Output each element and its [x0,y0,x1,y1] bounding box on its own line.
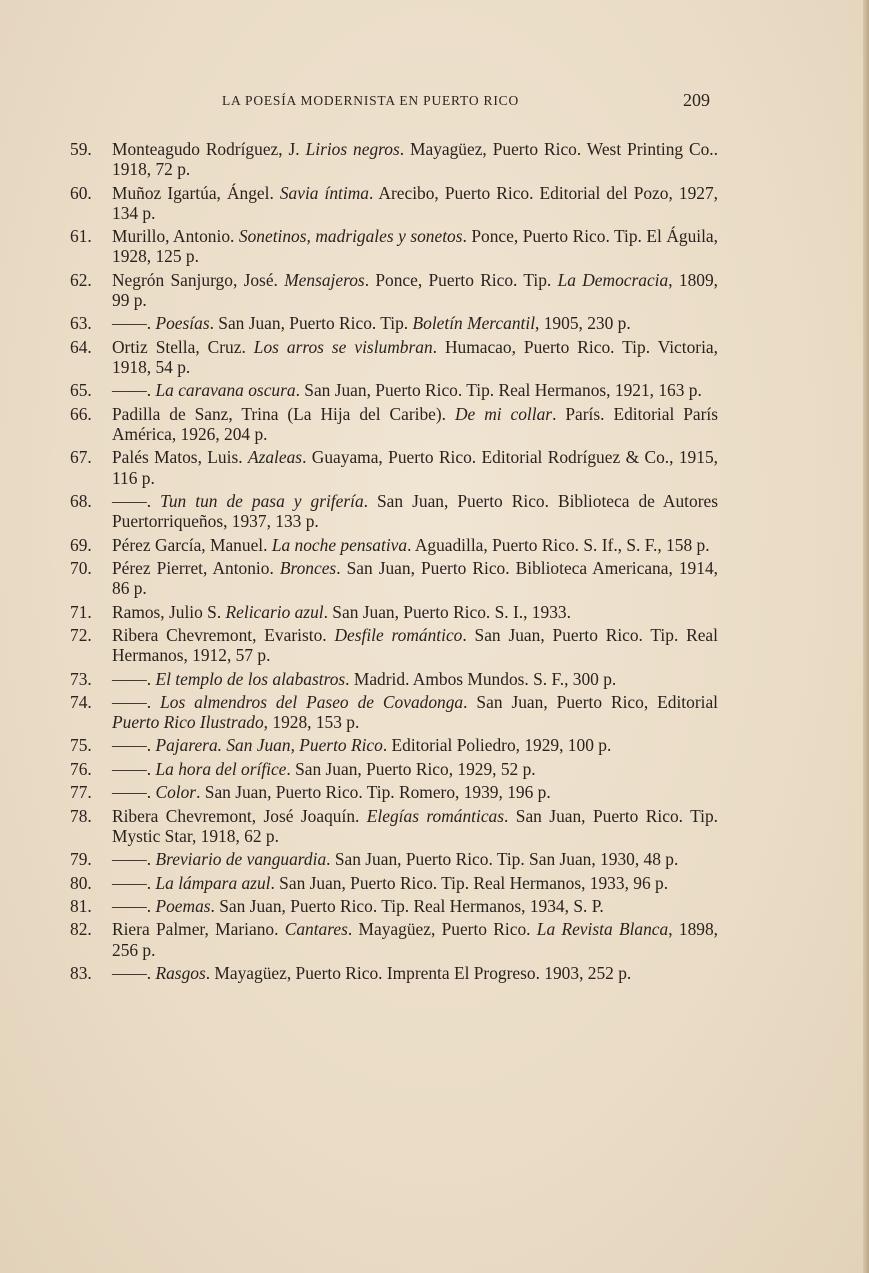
entry-author: Ribera Chevremont, José Joaquín. [112,805,367,826]
entry-imprint: . San Juan, Puerto Rico. Tip. Real Hermanos, 1921, 163 p. [295,380,702,401]
entry-title: Savia íntima [279,182,369,203]
entry-author: ——. [112,380,156,401]
entry-author: ——. [112,735,156,756]
entry-imprint: . Humacao, Puerto Rico. Tip. Victoria, 1918, 54 p. [112,336,718,377]
bibliography-entry [0,337,718,377]
entry-title: Relicario azul [225,601,324,622]
entry-author: Riera Palmer, Mariano. [112,919,285,940]
bibliography-entry [0,602,718,622]
entry-title: Pajarera. San Juan, Puerto Rico [155,735,383,756]
entry-number: 62. [70,269,92,290]
bibliography-entry [0,226,718,266]
entry-title: El templo de los alabastros [155,668,346,689]
entry-imprint: . Guayama, Puerto Rico. Editorial Rodríguez & Co., 1915, 116 p. [112,447,718,488]
entry-imprint: . San Juan, Puerto Rico. Tip. San Juan, 1930, 48 p. [326,849,679,870]
entry-number: 80. [70,872,92,893]
bibliography-entry [0,806,718,846]
entry-imprint: . Mayagüez, Puerto Rico. [347,919,537,940]
entry-imprint: . Madrid. Ambos Mundos. S. F., 300 p. [345,668,617,689]
entry-publisher-title: Puerto Rico Ilustrado [112,712,264,733]
entry-imprint-rest: , 1928, 153 p. [263,712,360,733]
entry-number: 59. [70,139,92,159]
entry-number: 81. [70,896,92,917]
bibliography-entry [0,491,718,531]
bibliography-entry [0,873,718,893]
entry-author: Pérez Pierret, Antonio. [112,557,280,578]
entry-publisher-title: La Democracia [557,269,669,290]
bibliography-entry [0,963,718,983]
entry-imprint: . París. Editorial París América, 1926, 204 p. [112,403,719,444]
entry-imprint-rest: , 1809, 99 p. [112,269,718,310]
entry-number: 75. [70,735,92,756]
entry-author: Pérez García, Manuel. [112,534,272,555]
entry-title: Poesías [155,313,210,334]
bibliography-entry [0,849,718,869]
entry-imprint-rest: , 1905, 230 p. [535,313,631,334]
entry-author: ——. [112,872,156,893]
bibliography-entry [0,139,718,179]
entry-title: Breviario de vanguardia [155,849,327,870]
entry-imprint: . San Juan, Puerto Rico. Tip. Romero, 1939, 196 p. [196,782,551,803]
entry-author: ——. [112,849,156,870]
entry-number: 60. [70,182,92,203]
entry-title: Elegías románticas [366,805,505,826]
entry-title: Mensajeros [284,269,365,290]
entry-author: ——. [112,782,156,803]
bibliography-entry [0,625,718,665]
entry-author: Padilla de Sanz, Trina (La Hija del Caribe). [112,403,455,424]
bibliography-entry [0,404,718,444]
entry-imprint: . Mayagüez, Puerto Rico. Imprenta El Progreso. 1903, 252 p. [205,963,632,984]
entry-number: 68. [70,490,92,511]
entry-author: ——. [112,758,156,779]
entry-number: 65. [70,380,92,401]
entry-number: 74. [70,691,92,712]
entry-number: 82. [70,919,92,940]
entry-number: 78. [70,805,92,826]
entry-title: Poemas [155,896,211,917]
bibliography-entry [0,669,718,689]
entry-title: Bronces [279,557,337,578]
bibliography-entry [0,919,718,959]
entry-title: La caravana oscura [155,380,296,401]
entry-title: Tun tun de pasa y grifería [160,490,364,511]
entry-title: Lirios negros [305,139,400,159]
entry-author: ——. [112,896,156,917]
page-header [0,90,869,112]
entry-author: ——. [112,963,156,984]
entry-imprint: . San Juan, Puerto Rico. Tip. Mystic Star, 1918, 62 p. [112,805,718,846]
entry-title: Los almendros del Paseo de Covadonga [160,691,464,712]
bibliography-entry [0,735,718,755]
entry-imprint: . San Juan, Puerto Rico. Tip. Real Hermanos, 1912, 57 p. [112,624,718,666]
entry-imprint: . San Juan, Puerto Rico. Tip. [209,313,413,334]
entry-number: 72. [70,624,92,645]
entry-author: Murillo, Antonio. [112,226,239,247]
entry-author: ——. [112,691,161,712]
entry-author: ——. [112,668,156,689]
entry-number: 76. [70,758,92,779]
entry-imprint-rest: , 1898, 256 p. [112,919,718,960]
entry-title: Desfile romántico [334,624,463,645]
entry-imprint: . San Juan, Puerto Rico. S. I., 1933. [323,601,571,622]
entry-author: Ramos, Julio S. [112,601,226,622]
entry-number: 73. [70,668,92,689]
entry-publisher-title: Boletín Mercantil [412,313,536,334]
entry-title: La hora del orífice [155,758,287,779]
bibliography-entry [0,535,718,555]
bibliography-entry [0,692,718,732]
entry-author: Palés Matos, Luis. [112,447,248,468]
entry-title: Cantares [284,919,348,940]
entry-imprint: . Arecibo, Puerto Rico. Editorial del Pozo, 1927, 134 p. [112,182,718,223]
entry-title: Los arros se vislumbran [253,336,433,357]
entry-title: La noche pensativa [271,534,408,555]
entry-number: 77. [70,782,92,803]
entry-title: Rasgos [155,963,206,984]
entry-imprint: . San Juan, Puerto Rico, Editorial [463,691,718,712]
bibliography-entry [0,896,718,916]
entry-author: Muñoz Igartúa, Ángel. [112,182,280,203]
entry-title: La lámpara azul [155,872,271,893]
bibliography-entry [0,183,718,223]
entry-title: Azaleas [247,447,303,468]
entry-imprint: . Mayagüez, Puerto Rico. West Printing Co.. 1918, 72 p. [112,139,719,180]
entry-imprint: . Ponce, Puerto Rico. Tip. El Águila, 1928, 125 p. [112,226,719,267]
page-number: 209 [683,90,710,110]
entry-imprint: . San Juan, Puerto Rico. Tip. Real Hermanos, 1933, 96 p. [270,872,669,893]
entry-number: 64. [70,336,92,357]
entry-imprint: . San Juan, Puerto Rico. Tip. Real Hermanos, 1934, S. P. [210,896,604,917]
entry-imprint: . Aguadilla, Puerto Rico. S. If., S. F., 158 p. [407,534,710,555]
bibliography-list [0,139,869,986]
entry-author: ——. [112,313,156,334]
entry-imprint: . Editorial Poliedro, 1929, 100 p. [382,735,612,756]
entry-publisher-title: La Revista Blanca [536,919,669,940]
entry-number: 67. [70,447,92,468]
entry-title: Color [155,782,197,803]
bibliography-entry [0,558,718,598]
bibliography-entry [0,759,718,779]
running-head: LA POESÍA MODERNISTA EN PUERTO RICO [222,93,520,108]
entry-number: 69. [70,534,92,555]
bibliography-entry [0,447,718,487]
entry-author: Negrón Sanjurgo, José. [112,269,285,290]
entry-number: 66. [70,403,92,424]
entry-author: ——. [112,490,161,511]
entry-number: 83. [70,963,92,984]
bibliography-entry [0,270,718,310]
entry-imprint: . San Juan, Puerto Rico, 1929, 52 p. [286,758,536,779]
entry-number: 71. [70,601,92,622]
entry-number: 70. [70,557,92,578]
entry-title: Sonetinos, madrigales y sonetos [238,226,463,247]
bibliography-entry [0,782,718,802]
entry-imprint: . San Juan, Puerto Rico. Biblioteca de Autores Puertorriqueños, 1937, 133 p. [112,490,718,532]
bibliography-entry [0,313,718,333]
bibliography-entry [0,380,718,400]
entry-number: 63. [70,313,92,334]
entry-author: Ribera Chevremont, Evaristo. [112,624,335,645]
entry-number: 79. [70,849,92,870]
entry-title: De mi collar [454,403,553,424]
entry-author: Ortiz Stella, Cruz. [112,336,254,357]
entry-imprint: . San Juan, Puerto Rico. Biblioteca Americana, 1914, 86 p. [112,557,718,599]
entry-number: 61. [70,226,92,247]
entry-imprint: . Ponce, Puerto Rico. Tip. [364,269,558,290]
entry-author: Monteagudo Rodríguez, J. [112,139,306,159]
